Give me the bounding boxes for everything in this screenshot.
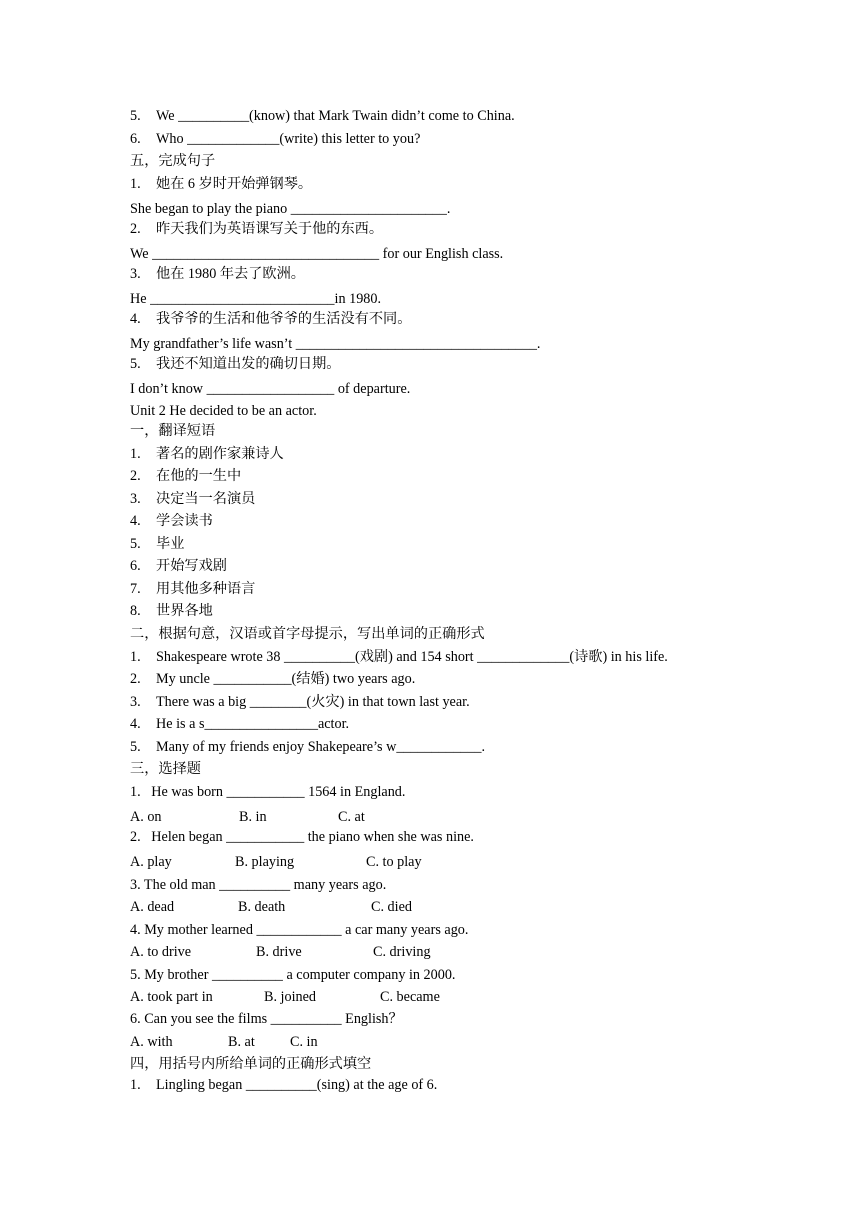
question-line	[130, 715, 349, 733]
question-line: 5. My brother __________ a computer company in 2000.	[130, 967, 456, 983]
item-number: 5.	[130, 108, 141, 124]
answer-line: He __________________________in 1980.	[130, 291, 382, 307]
option-b: B. death	[238, 899, 286, 915]
question-line	[130, 175, 312, 193]
options-line	[130, 853, 422, 871]
question-text: Who _____________(write) this letter to you?	[156, 131, 421, 147]
phrase-text: 著名的剧作家兼诗人	[156, 446, 284, 462]
question-line	[130, 220, 383, 238]
question-text: There was a big ________(火灾) in that town last year.	[156, 694, 470, 710]
question-line	[130, 130, 420, 148]
question-line: 6. Can you see the films __________ English？	[130, 1011, 403, 1027]
chinese-prompt: 他在 1980 年去了欧洲。	[156, 266, 305, 282]
question-line	[130, 1076, 437, 1094]
question-line	[130, 310, 411, 328]
option-b: B. drive	[256, 944, 302, 960]
phrase-text: 决定当一名演员	[156, 491, 256, 507]
question-line: 3. The old man __________ many years ago.	[130, 877, 387, 893]
question-line	[130, 648, 668, 666]
question-text: Lingling began __________(sing) at the age of 6.	[156, 1077, 438, 1093]
options-line	[130, 808, 365, 826]
chinese-prompt: 她在 6 岁时开始弹钢琴。	[156, 176, 313, 192]
question-line	[130, 738, 485, 756]
item-number: 1.	[130, 649, 141, 665]
list-item	[130, 602, 213, 620]
question-text: My uncle ___________(结婚) two years ago.	[156, 671, 416, 687]
item-number: 2.	[130, 221, 141, 237]
phrase-text: 在他的一生中	[156, 468, 242, 484]
question-line: 2. Helen began ___________ the piano when she was nine.	[130, 829, 474, 845]
options-line	[130, 943, 431, 961]
item-number: 6.	[130, 558, 141, 574]
answer-line: I don’t know __________________ of departure.	[130, 381, 411, 397]
section-heading: 三，选择题	[130, 761, 201, 777]
item-number: 5.	[130, 356, 141, 372]
answer-line: My grandfather’s life wasn’t __________________________________.	[130, 336, 541, 352]
item-number: 3.	[130, 491, 141, 507]
item-number: 7.	[130, 581, 141, 597]
question-line: 4. My mother learned ____________ a car many years ago.	[130, 922, 469, 938]
phrase-text: 用其他多种语言	[156, 581, 256, 597]
item-number: 1.	[130, 446, 141, 462]
item-number: 2.	[130, 671, 141, 687]
option-a: A. dead	[130, 899, 175, 915]
section-heading: 二，根据句意，汉语或首字母提示，写出单词的正确形式	[130, 626, 485, 642]
item-number: 2.	[130, 468, 141, 484]
list-item	[130, 512, 213, 530]
list-item	[130, 557, 227, 575]
question-text: He is a s________________actor.	[156, 716, 350, 732]
section-heading: 五，完成句子	[130, 153, 216, 169]
list-item	[130, 490, 255, 508]
question-line	[130, 107, 515, 125]
item-number: 3.	[130, 266, 141, 282]
item-number: 3.	[130, 694, 141, 710]
phrase-text: 毕业	[156, 536, 185, 552]
section-heading: 四，用括号内所给单词的正确形式填空	[130, 1056, 372, 1072]
item-number: 4.	[130, 513, 141, 529]
option-a: A. to drive	[130, 944, 192, 960]
option-c: C. at	[338, 809, 365, 825]
answer-line: She began to play the piano ______________________.	[130, 201, 451, 217]
item-number: 6.	[130, 131, 141, 147]
option-c: C. to play	[366, 854, 422, 870]
item-number: 1.	[130, 1077, 141, 1093]
list-item	[130, 467, 241, 485]
question-text: Many of my friends enjoy Shakepeare’s w____________.	[156, 739, 486, 755]
option-c: C. in	[290, 1034, 318, 1050]
item-number: 1.	[130, 176, 141, 192]
options-line	[130, 1033, 318, 1051]
options-line	[130, 898, 412, 916]
options-line	[130, 988, 440, 1006]
chinese-prompt: 昨天我们为英语课写关于他的东西。	[156, 221, 384, 237]
option-b: B. in	[239, 809, 267, 825]
item-number: 4.	[130, 716, 141, 732]
section-heading: 一，翻译短语	[130, 423, 216, 439]
question-text: We __________(know) that Mark Twain didn’t come to China.	[156, 108, 515, 124]
question-line	[130, 265, 305, 283]
question-line: 1. He was born ___________ 1564 in England.	[130, 784, 406, 800]
option-c: C. became	[380, 989, 440, 1005]
list-item	[130, 580, 255, 598]
unit-title: Unit 2 He decided to be an actor.	[130, 403, 317, 419]
option-b: B. joined	[264, 989, 317, 1005]
list-item	[130, 535, 184, 553]
option-a: A. with	[130, 1034, 173, 1050]
phrase-text: 开始写戏剧	[156, 558, 227, 574]
option-b: B. at	[228, 1034, 255, 1050]
item-number: 8.	[130, 603, 141, 619]
answer-line: We ________________________________ for our English class.	[130, 246, 504, 262]
option-a: A. play	[130, 854, 172, 870]
question-line	[130, 693, 470, 711]
item-number: 5.	[130, 739, 141, 755]
option-b: B. playing	[235, 854, 295, 870]
item-number: 5.	[130, 536, 141, 552]
question-line	[130, 670, 415, 688]
option-c: C. died	[371, 899, 412, 915]
list-item	[130, 445, 284, 463]
option-a: A. on	[130, 809, 162, 825]
question-line	[130, 355, 340, 373]
question-text: Shakespeare wrote 38 __________(戏剧) and 154 short _____________(诗歌) in his life.	[156, 649, 668, 665]
item-number: 4.	[130, 311, 141, 327]
phrase-text: 世界各地	[156, 603, 213, 619]
phrase-text: 学会读书	[156, 513, 213, 529]
chinese-prompt: 我爷爷的生活和他爷爷的生活没有不同。	[156, 311, 412, 327]
option-a: A. took part in	[130, 989, 213, 1005]
option-c: C. driving	[373, 944, 431, 960]
chinese-prompt: 我还不知道出发的确切日期。	[156, 356, 341, 372]
